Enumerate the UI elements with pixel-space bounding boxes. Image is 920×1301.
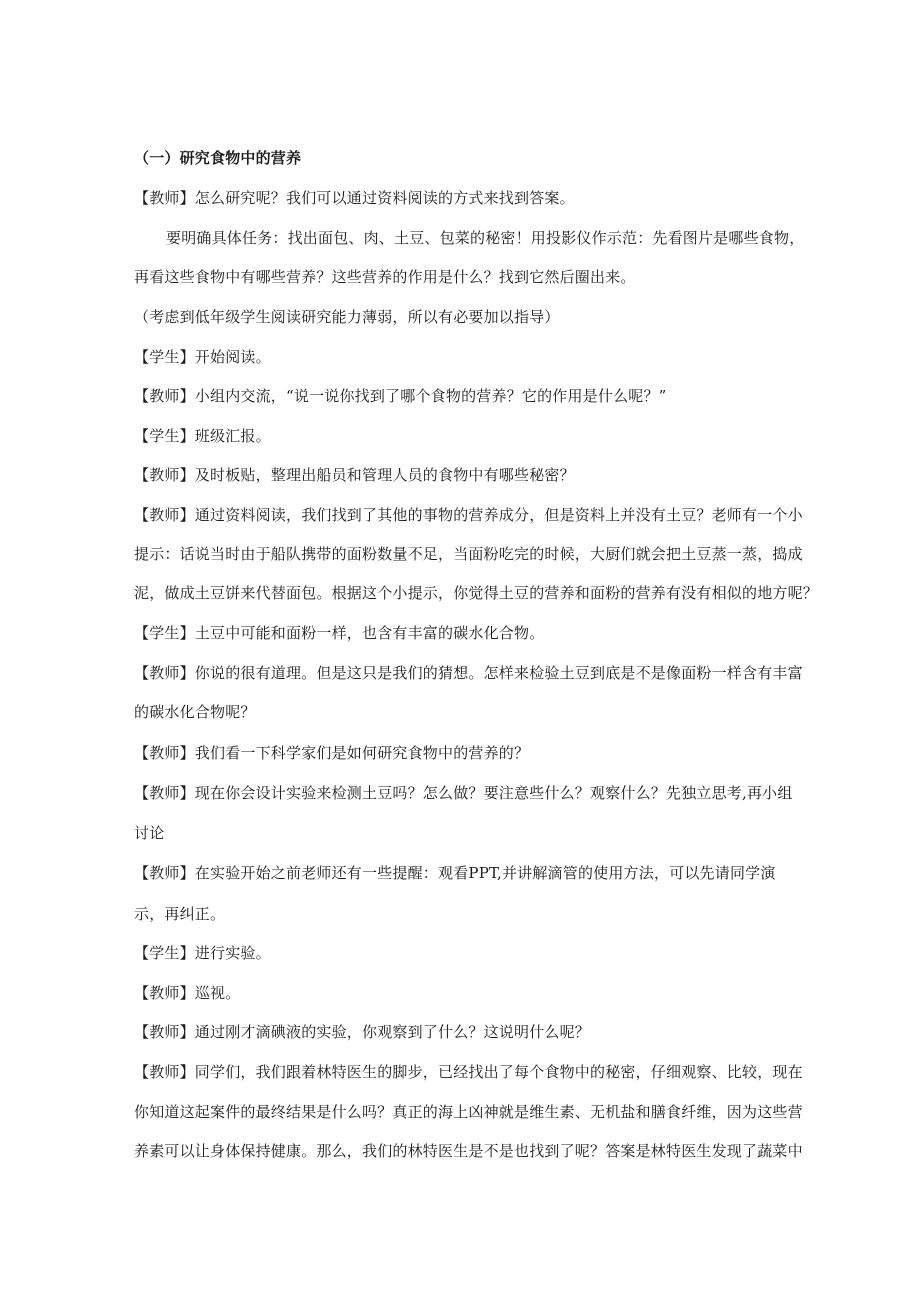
paragraph-line: 【学生】土豆中可能和面粉一样，也含有丰富的碳水化合物。 xyxy=(134,624,545,642)
paragraph-line: 【教师】在实验开始之前老师还有一些提醒：观看PPT,并讲解滴管的使用方法，可以先请同学演 xyxy=(134,864,776,882)
paragraph-line: 【教师】现在你会设计实验来检测土豆吗？怎么做？要注意些什么？观察什么？先独立思考,再小组 xyxy=(134,784,793,802)
section-heading: （一）研究食物中的营养 xyxy=(134,149,302,167)
paragraph-line: 【学生】班级汇报。 xyxy=(134,427,271,445)
paragraph-line: 【教师】及时板贴，整理出船员和管理人员的食物中有哪些秘密？ xyxy=(134,466,575,484)
paragraph-line: 【教师】你说的很有道理。但是这只是我们的猜想。怎样来检验土豆到底是不是像面粉一样含有丰富 xyxy=(134,664,803,682)
paragraph-line: 养素可以让身体保持健康。那么，我们的林特医生是不是也找到了呢？答案是林特医生发现了蔬菜中 xyxy=(134,1142,803,1160)
paragraph-line: 提示：话说当时由于船队携带的面粉数量不足，当面粉吃完的时候，大厨们就会把土豆蒸一蒸，捣成 xyxy=(134,545,803,563)
paragraph-line: 你知道这起案件的最终结果是什么吗？真正的海上凶神就是维生素、无机盐和膳食纤维，因为这些营 xyxy=(134,1103,803,1121)
paragraph-line: 【教师】同学们，我们跟着林特医生的脚步，已经找出了每个食物中的秘密，仔细观察、比较，现在 xyxy=(134,1063,803,1081)
paragraph-line: 的碳水化合物呢？ xyxy=(134,703,256,721)
paragraph-line: 讨论 xyxy=(134,824,165,842)
paragraph-line: 示，再纠正。 xyxy=(134,905,226,923)
paragraph-line: 【学生】进行实验。 xyxy=(134,944,271,962)
paragraph-line: 再看这些食物中有哪些营养？这些营养的作用是什么？找到它然后圈出来。 xyxy=(134,268,636,286)
paragraph-line: 【教师】通过资料阅读，我们找到了其他的事物的营养成分，但是资料上并没有土豆？老师有一个小 xyxy=(134,506,803,524)
paragraph-line: 【教师】我们看一下科学家们是如何研究食物中的营养的？ xyxy=(134,744,530,762)
paragraph-line: 要明确具体任务：找出面包、肉、土豆、包菜的秘密！用投影仪作示范：先看图片是哪些食物， xyxy=(166,229,805,247)
paragraph-line: （考虑到低年级学生阅读研究能力薄弱，所以有必要加以指导） xyxy=(134,308,560,326)
paragraph-line: 【教师】巡视。 xyxy=(134,984,241,1002)
paragraph-line: 【教师】通过刚才滴碘液的实验，你观察到了什么？这说明什么呢？ xyxy=(134,1023,591,1041)
paragraph-line: 【学生】开始阅读。 xyxy=(134,348,271,366)
paragraph-line: 【教师】怎么研究呢？我们可以通过资料阅读的方式来找到答案。 xyxy=(134,189,575,207)
paragraph-line: 泥，做成土豆饼来代替面包。根据这个小提示，你觉得土豆的营养和面粉的营养有没有相似的地方呢？ xyxy=(134,584,819,602)
paragraph-line: 【教师】小组内交流，“说一说你找到了哪个食物的营养？它的作用是什么呢？” xyxy=(134,387,667,405)
